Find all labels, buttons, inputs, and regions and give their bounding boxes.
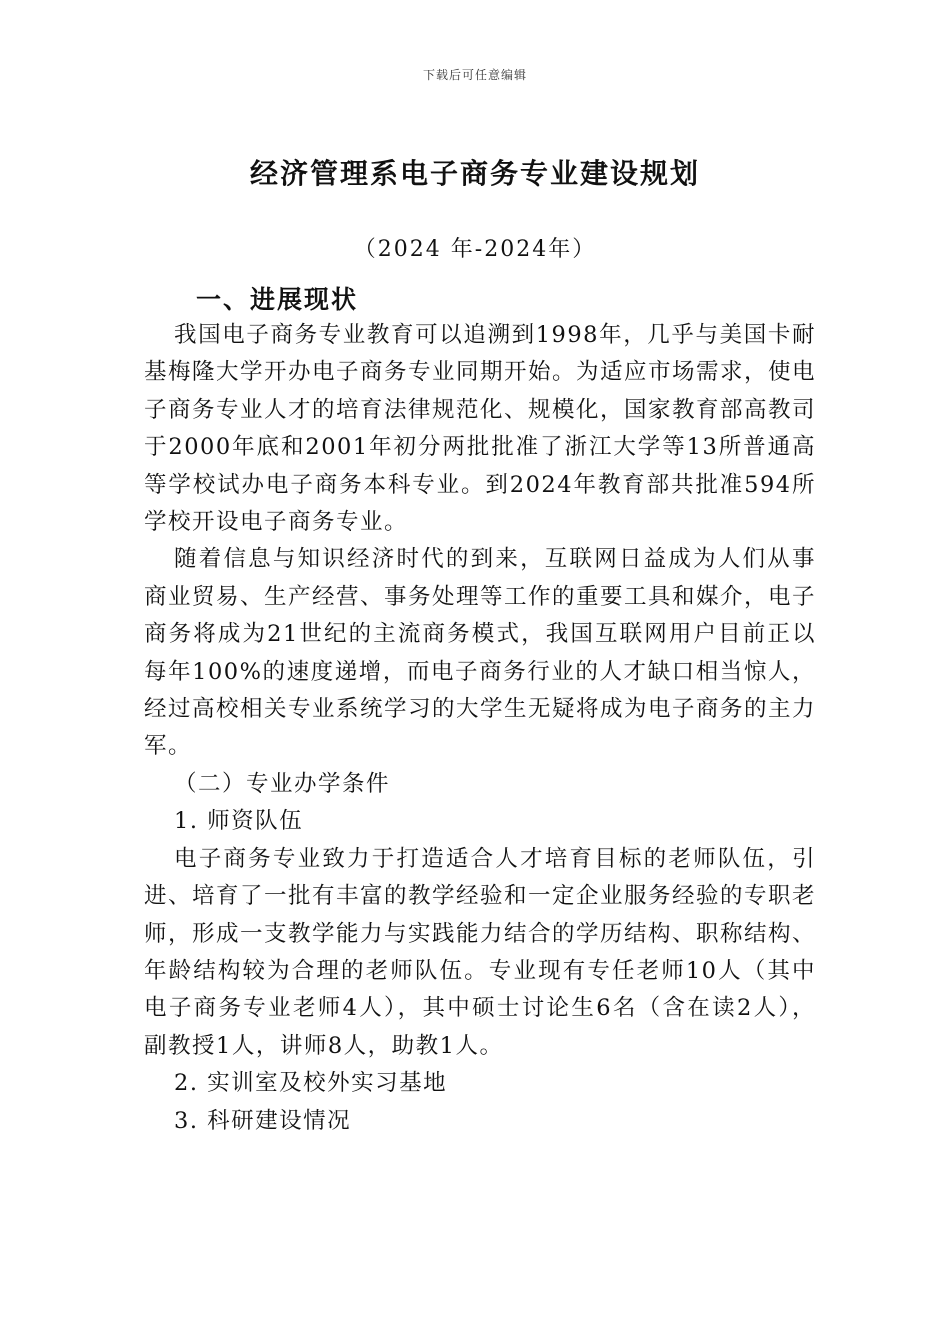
section-heading-conditions: （二）专业办学条件 [174,770,391,797]
section-heading-progress: 一、进展现状 [196,285,359,314]
paragraph-outlook: 随着信息与知识经济时代的到来，互联网日益成为人们从事商业贸易、生产经营、事务处理等工作的重要工具和媒介，电子商务将成为21世纪的主流商务模式，我国互联网用户目前正以每年100%的速度递增，而电子商务行业的人才缺口相当惊人，经过高校相关专业系统学习的大学生无疑将成为电子商务的主力军。 [144,546,817,760]
document-title: 经济管理系电子商务专业建设规划 [249,157,700,190]
document-body [144,283,816,1140]
item-heading-training-rooms: 2. 实训室及校外实习基地 [174,1070,448,1097]
item-heading-research: 3. 科研建设情况 [174,1107,352,1134]
page-header-note: 下载后可任意编辑 [422,68,527,82]
paragraph-history: 我国电子商务专业教育可以追溯到1998年，几乎与美国卡耐基梅隆大学开办电子商务专业同期开始。为适应市场需求，使电子商务专业人才的培育法律规范化、规模化，国家教育部高教司于2000年底和2001年初分两批批准了浙江大学等13所普通高等学校试办电子商务本科专业。到2024年教育部共批准594所学校开设电子商务专业。 [144,322,817,536]
document-subtitle: （2024 年-2024年） [353,237,597,262]
item-heading-faculty: 1. 师资队伍 [174,808,304,835]
paragraph-faculty: 电子商务专业致力于打造适合人才培育目标的老师队伍，引进、培育了一批有丰富的教学经验和一定企业服务经验的专职老师，形成一支教学能力与实践能力结合的学历结构、职称结构、年龄结构较为合理的老师队伍。专业现有专任老师10人（其中电子商务专业老师4人），其中硕士讨论生6名（含在读2人），副教授1人，讲师8人，助教1人。 [144,845,817,1059]
